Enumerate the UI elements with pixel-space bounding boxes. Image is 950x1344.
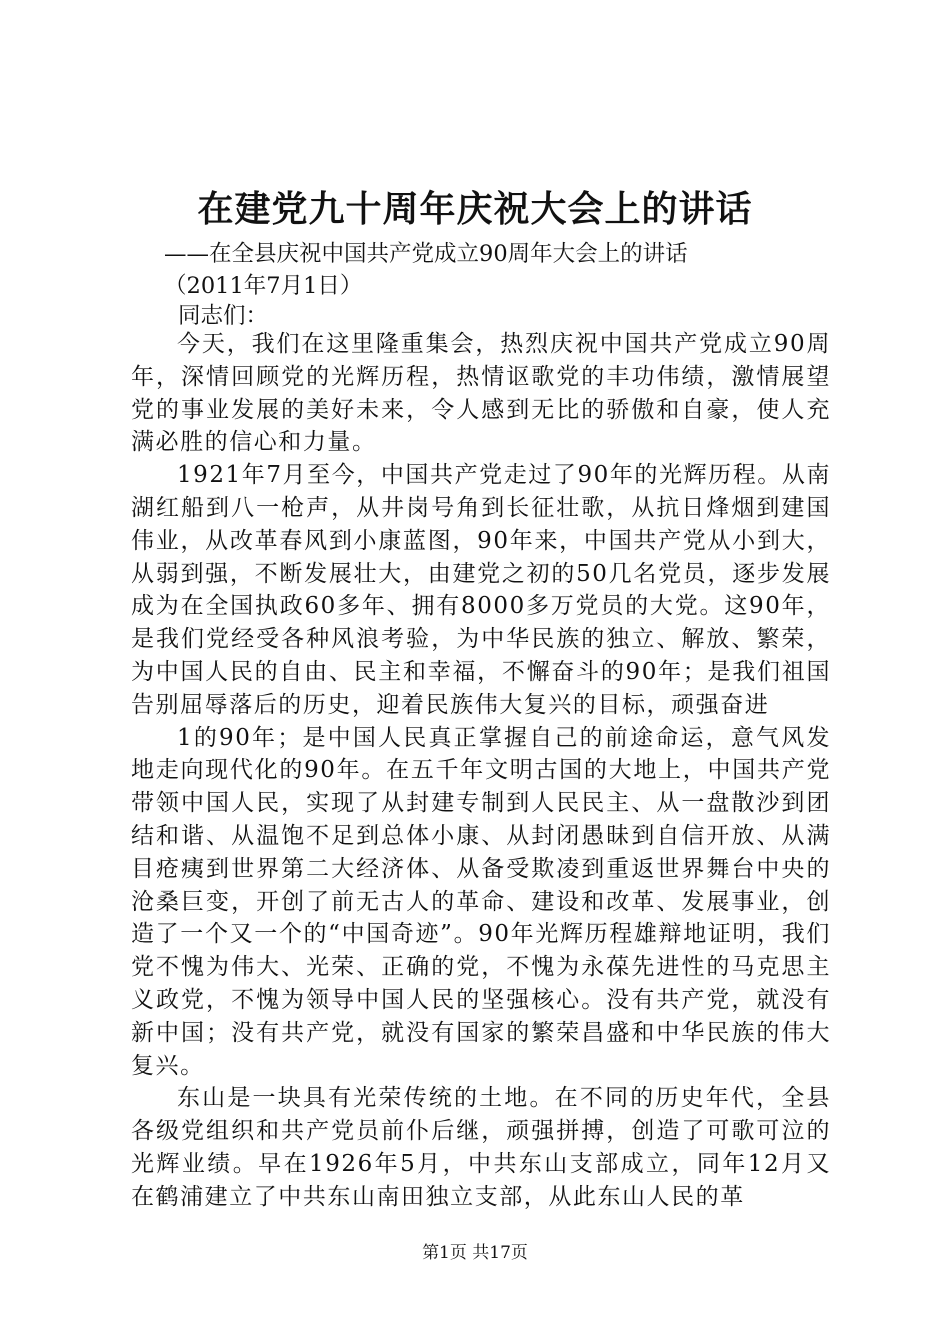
- paragraph: 今天，我们在这里隆重集会，热烈庆祝中国共产党成立90周年，深情回顾党的光辉历程，热情讴歌党的丰功伟绩，激情展望党的事业发展的美好未来，令人感到无比的骄傲和自豪，使人充满必胜的信心和力量。: [131, 331, 831, 456]
- paragraph: 1的90年；是中国人民真正掌握自己的前途命运，意气风发地走向现代化的90年。在五千年文明古国的大地上，中国共产党带领中国人民，实现了从封建专制到人民民主、从一盘散沙到团结和谐、从温饱不足到总体小康、从封闭愚昧到自信开放、从满目疮痍到世界第二大经济体、从备受欺凌到重返世界舞台中央的沧桑巨变，开创了前无古人的革命、建设和改革、发展事业，创造了一个又一个的“中国奇迹”。90年光辉历程雄辩地证明，我们党不愧为伟大、光荣、正确的党，不愧为永葆先进性的马克思主义政党，不愧为领导中国人民的坚强核心。没有共产党，就没有新中国；没有共产党，就没有国家的繁荣昌盛和中华民族的伟大复兴。: [131, 724, 831, 1079]
- paragraph: 1921年7月至今，中国共产党走过了90年的光辉历程。从南湖红船到八一枪声，从井岗号角到长征壮歌，从抗日烽烟到建国伟业，从改革春风到小康蓝图，90年来，中国共产党从小到大，从弱到强，不断发展壮大，由建党之初的50几名党员，逐步发展成为在全国执政60多年、拥有8000多万党员的大党。这90年，是我们党经受各种风浪考验，为中华民族的独立、解放、繁荣，为中国人民的自由、民主和幸福，不懈奋斗的90年；是我们祖国告别屈辱落后的历史，迎着民族伟大复兴的目标，顽强奋进: [131, 462, 831, 718]
- paragraph: 东山是一块具有光荣传统的土地。在不同的历史年代，全县各级党组织和共产党员前仆后继，顽强拼搏，创造了可歌可泣的光辉业绩。早在1926年5月，中共东山支部成立，同年12月又在鹤浦建立了中共东山南田独立支部，从此东山人民的革: [131, 1085, 831, 1210]
- salutation: 同志们：: [178, 303, 269, 329]
- speech-body: [131, 328, 831, 1214]
- speech-date: （2011年7月1日）: [164, 273, 363, 299]
- document-subtitle: ——在全县庆祝中国共产党成立90周年大会上的讲话: [164, 241, 688, 267]
- document-title: 在建党九十周年庆祝大会上的讲话: [197, 188, 753, 230]
- page-footer: 第1页 共17页: [422, 1243, 528, 1263]
